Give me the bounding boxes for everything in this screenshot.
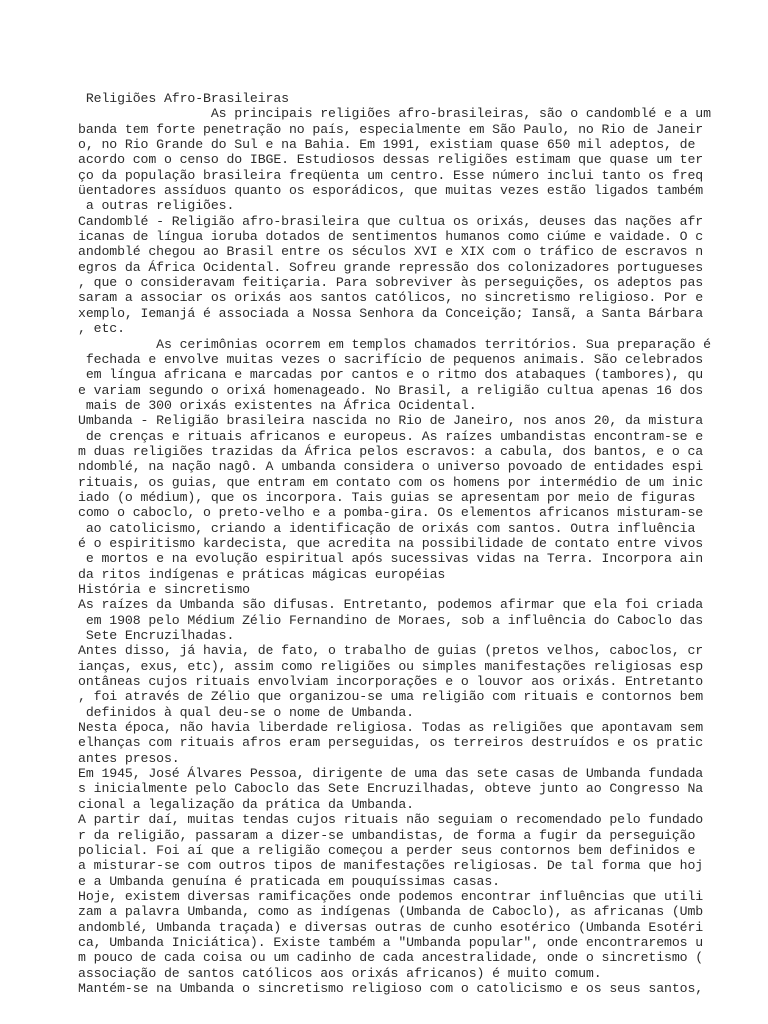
text-line: As cerimônias ocorrem em templos chamados territórios. Sua preparação é xyxy=(78,336,711,352)
text-line: fechada e envolve muitas vezes o sacrifício de pequenos animais. São celebrados xyxy=(78,351,704,367)
text-line: Sete Encruzilhadas. xyxy=(78,628,235,644)
text-line: icanas de língua ioruba dotados de sentimentos humanos como ciúme e vaidade. O c xyxy=(78,229,704,245)
text-line: ontâneas cujos rituais envolviam incorporações e o louvor aos orixás. Entretanto xyxy=(78,674,704,690)
text-line: ianças, exus, etc), assim como religiões ou simples manifestações religiosas esp xyxy=(78,658,704,674)
text-line: ao catolicismo, criando a identificação de orixás com santos. Outra influência xyxy=(78,520,696,536)
text-line: üentadores assíduos quanto os esporádicos, que muitas vezes estão ligados também xyxy=(78,183,704,199)
text-line: elhanças com rituais afros eram perseguidas, os terreiros destruídos e os pratic xyxy=(78,735,704,751)
text-line: de crenças e rituais africanos e europeus. As raízes umbandistas encontram-se e xyxy=(78,428,704,444)
text-line: a misturar-se com outros tipos de manifestações religiosas. De tal forma que hoj xyxy=(78,858,704,874)
text-line: em 1908 pelo Médium Zélio Fernandino de Moraes, sob a influência do Caboclo das xyxy=(78,612,704,628)
text-line: m duas religiões trazidas da África pelos escravos: a cabula, dos bantos, e o ca xyxy=(78,443,704,459)
text-line: , foi através de Zélio que organizou-se uma religião com rituais e contornos bem xyxy=(78,689,704,705)
text-line: cional a legalização da prática da Umbanda. xyxy=(78,796,414,812)
text-line: rituais, os guias, que entram em contato com os homens por intermédio de um inic xyxy=(78,474,704,490)
text-line: banda tem forte penetração no país, especialmente em São Paulo, no Rio de Janeir xyxy=(78,121,704,137)
text-line: Nesta época, não havia liberdade religiosa. Todas as religiões que apontavam sem xyxy=(78,720,704,736)
text-line: zam a palavra Umbanda, como as indígenas (Umbanda de Caboclo), as africanas (Umb xyxy=(78,904,704,920)
text-line: Candomblé - Religião afro-brasileira que cultua os orixás, deuses das nações afr xyxy=(78,213,704,229)
text-line: andomblé, Umbanda traçada) e diversas outras de cunho esotérico (Umbanda Esotéri xyxy=(78,919,704,935)
text-line: saram a associar os orixás aos santos católicos, no sincretismo religioso. Por e xyxy=(78,290,704,306)
document-text-block xyxy=(78,91,768,996)
text-line: Umbanda - Religião brasileira nascida no Rio de Janeiro, nos anos 20, da mistura xyxy=(78,413,704,429)
text-line: As raízes da Umbanda são difusas. Entretanto, podemos afirmar que ela foi criada xyxy=(78,597,704,613)
text-line: s inicialmente pelo Caboclo das Sete Encruzilhadas, obteve junto ao Congresso Na xyxy=(78,781,704,797)
text-line: mais de 300 orixás existentes na África Ocidental. xyxy=(78,397,477,413)
document-title: Religiões Afro-Brasileiras xyxy=(78,91,289,106)
text-line: iado (o médium), que os incorpora. Tais guias se apresentam por meio de figuras xyxy=(78,489,696,505)
text-line: antes presos. xyxy=(78,750,180,766)
text-line: Em 1945, José Álvares Pessoa, dirigente de uma das sete casas de Umbanda fundada xyxy=(78,766,704,782)
text-line: egros da África Ocidental. Sofreu grande repressão dos colonizadores portugueses xyxy=(78,259,704,275)
text-line: como o caboclo, o preto-velho e a pomba-gira. Os elementos africanos misturam-se xyxy=(78,505,704,521)
text-line: a outras religiões. xyxy=(78,198,235,214)
text-line: r da religião, passaram a dizer-se umbandistas, de forma a fugir da perseguição xyxy=(78,827,696,843)
text-line: associação de santos católicos aos orixás africanos) é muito comum. xyxy=(78,965,602,981)
text-line: Hoje, existem diversas ramificações onde podemos encontrar influências que utili xyxy=(78,888,704,904)
text-line: ndomblé, na nação nagô. A umbanda considera o universo povoado de entidades espi xyxy=(78,459,704,475)
text-line: História e sincretismo xyxy=(78,582,250,597)
text-line: Mantém-se na Umbanda o sincretismo religioso com o catolicismo e os seus santos, xyxy=(78,980,704,996)
text-line: xemplo, Iemanjá é associada a Nossa Senhora da Conceição; Iansã, a Santa Bárbara xyxy=(78,305,704,321)
text-line: e a Umbanda genuína é praticada em pouquíssimas casas. xyxy=(78,873,500,889)
text-line: Antes disso, já havia, de fato, o trabalho de guias (pretos velhos, caboclos, cr xyxy=(78,643,704,659)
text-line: definidos à qual deu-se o nome de Umbanda. xyxy=(78,704,414,720)
text-line: andomblé chegou ao Brasil entre os séculos XVI e XIX com o tráfico de escravos n xyxy=(78,244,704,260)
text-line: em língua africana e marcadas por cantos e o ritmo dos atabaques (tambores), qu xyxy=(78,367,704,383)
text-line: acordo com o censo do IBGE. Estudiosos dessas religiões estimam que quase um ter xyxy=(78,152,704,168)
text-line: é o espiritismo kardecista, que acredita na possibilidade de contato entre vivos xyxy=(78,535,704,551)
text-line: A partir daí, muitas tendas cujos rituais não seguiam o recomendado pelo fundado xyxy=(78,812,704,828)
text-line: policial. Foi aí que a religião começou a perder seus contornos bem definidos e xyxy=(78,842,696,858)
text-line: , que o consideravam feitiçaria. Para sobreviver às perseguições, os adeptos pas xyxy=(78,275,704,291)
text-line: , etc. xyxy=(78,321,125,337)
text-line: As principais religiões afro-brasileiras, são o candomblé e a um xyxy=(78,106,711,122)
text-line: ca, Umbanda Iniciática). Existe também a "Umbanda popular", onde encontraremos u xyxy=(78,934,704,950)
text-line: ço da população brasileira freqüenta um centro. Esse número inclui tanto os freq xyxy=(78,167,704,183)
text-line: m pouco de cada coisa ou um cadinho de cada ancestralidade, onde o sincretismo ( xyxy=(78,950,704,966)
text-line: da ritos indígenas e práticas mágicas européias xyxy=(78,566,446,582)
text-line: o, no Rio Grande do Sul e na Bahia. Em 1991, existiam quase 650 mil adeptos, de xyxy=(78,137,696,153)
text-line: e variam segundo o orixá homenageado. No Brasil, a religião cultua apenas 16 dos xyxy=(78,382,704,398)
text-line: e mortos e na evolução espiritual após sucessivas vidas na Terra. Incorpora ain xyxy=(78,551,704,567)
